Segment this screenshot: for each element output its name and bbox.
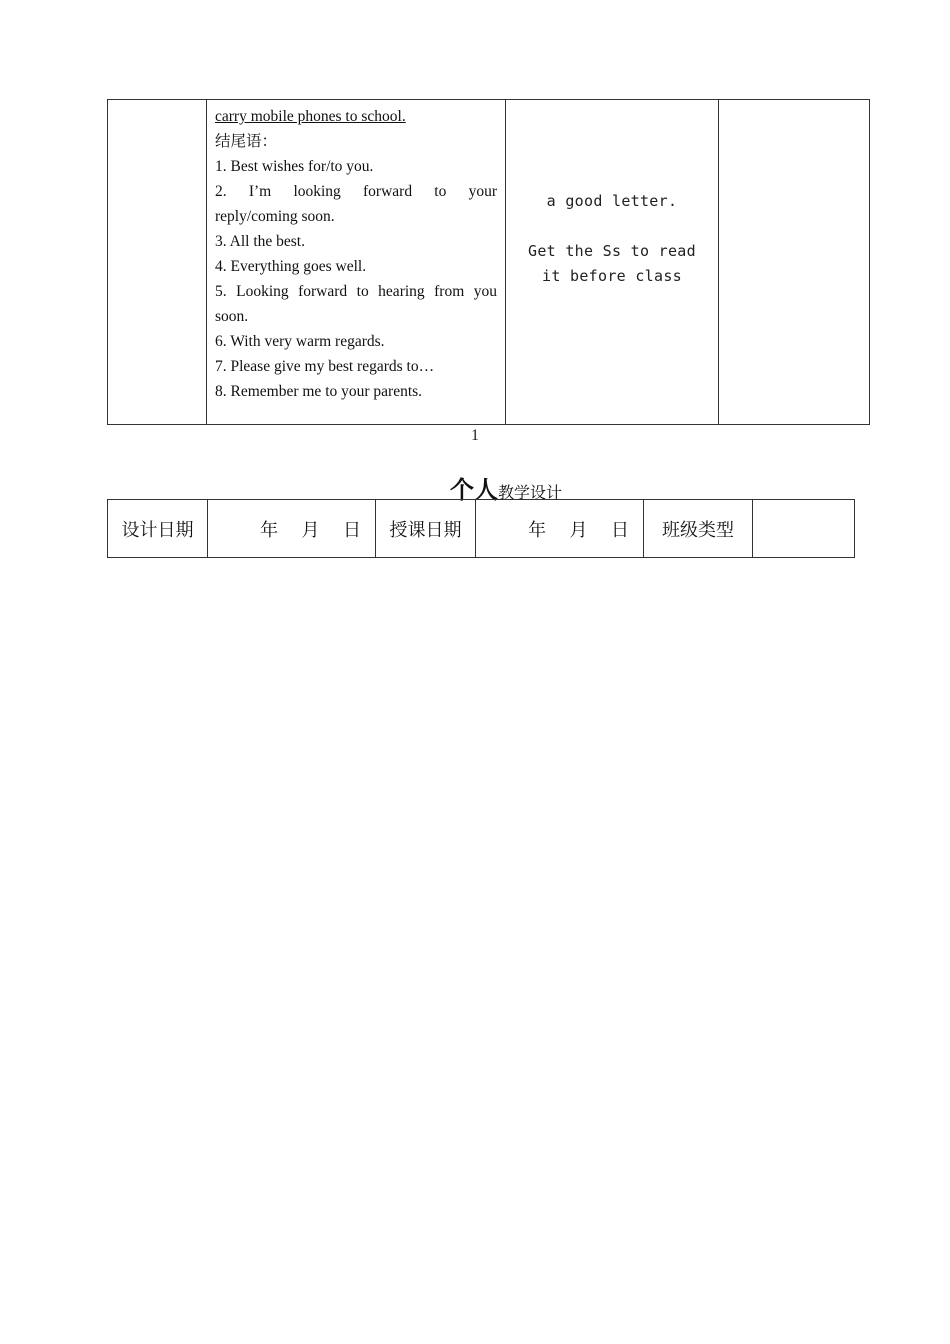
teach-date-label: 授课日期	[376, 500, 476, 558]
title-small: 教学设计	[498, 485, 563, 502]
purpose-line: a good letter.	[546, 192, 678, 210]
closing-phrases-heading: 结尾语：	[215, 133, 278, 150]
purpose-cell	[506, 100, 719, 425]
content-line: soon.	[215, 308, 249, 325]
content-line: 7. Please give my best regards to…	[215, 358, 435, 375]
design-date-value: 年 月 日	[208, 500, 376, 558]
header-info-table	[107, 499, 855, 558]
table-row	[108, 100, 870, 425]
title-large: 个人	[450, 478, 498, 504]
table-row	[108, 500, 855, 558]
class-type-label: 班级类型	[644, 500, 753, 558]
page-number: 1	[471, 427, 479, 444]
lesson-plan-table	[107, 99, 870, 425]
content-line: reply/coming soon.	[215, 208, 335, 225]
content-line: 1. Best wishes for/to you.	[215, 158, 374, 175]
content-cell	[207, 100, 506, 425]
step-cell	[108, 100, 207, 425]
content-line: 2. I’m looking forward to your	[215, 183, 497, 200]
purpose-line: it before class	[542, 267, 682, 285]
content-line: 5. Looking forward to hearing from you	[215, 283, 497, 300]
purpose-line: Get the Ss to read	[528, 242, 696, 260]
content-line: carry mobile phones to school.	[215, 108, 406, 125]
teach-date-value: 年 月 日	[476, 500, 644, 558]
content-line: 8. Remember me to your parents.	[215, 383, 423, 400]
class-type-value	[753, 500, 855, 558]
design-date-label: 设计日期	[108, 500, 208, 558]
content-line: 4. Everything goes well.	[215, 258, 367, 275]
remarks-cell	[719, 100, 870, 425]
content-line: 6. With very warm regards.	[215, 333, 385, 350]
content-line: 3. All the best.	[215, 233, 305, 250]
